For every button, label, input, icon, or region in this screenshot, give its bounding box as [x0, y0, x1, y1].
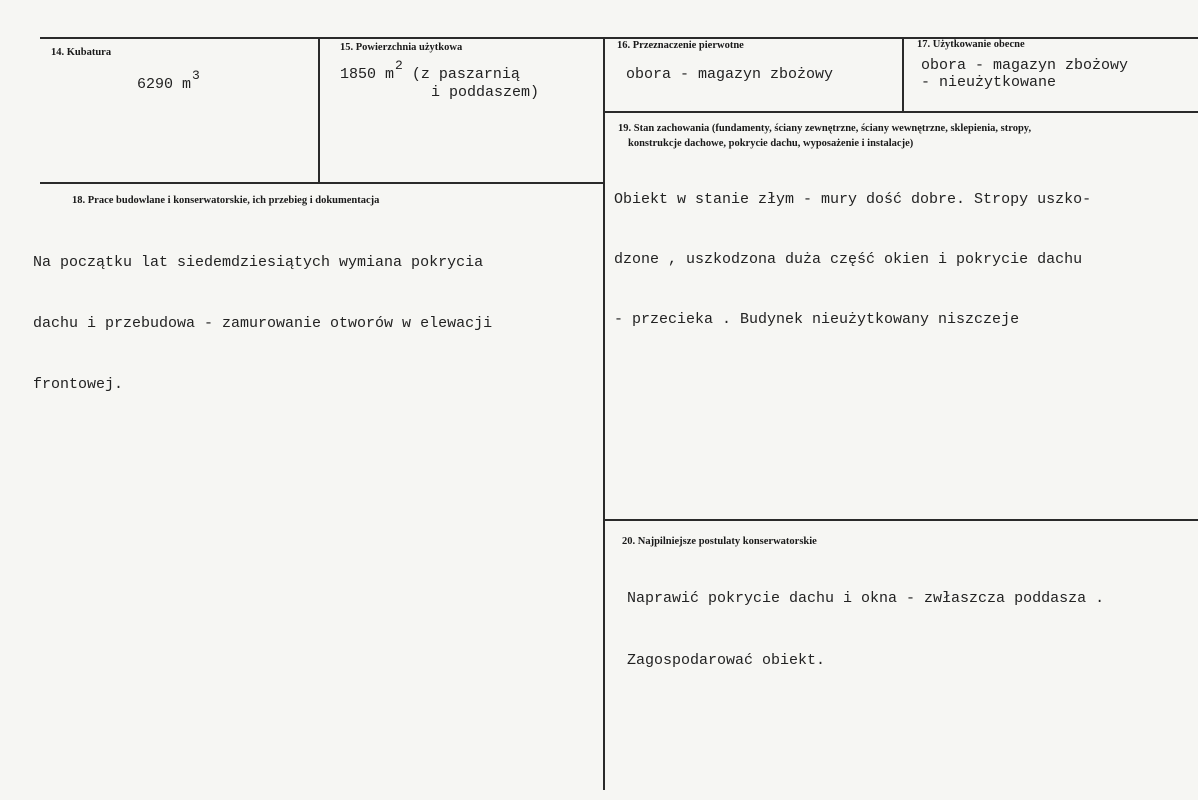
field-20-line: Naprawić pokrycie dachu i okna - zwłaszcza poddasza .: [627, 590, 1105, 607]
field-18-text: [33, 215, 492, 415]
field-17-value-line-1: obora - magazyn zbożowy: [921, 57, 1129, 74]
field-16-value: obora - magazyn zbożowy: [626, 66, 834, 83]
field-17-value-line-2: - nieużytkowane: [921, 74, 1057, 91]
row-divider-16-19: [603, 111, 1198, 113]
field-18-line: Na początku lat siedemdziesiątych wymiana pokrycia: [33, 254, 484, 271]
field-20-label: 20. Najpilniejsze postulaty konserwatorskie: [622, 536, 817, 547]
row-divider-14-18: [40, 182, 605, 184]
divider-15-16: [603, 37, 605, 790]
field-15-label: 15. Powierzchnia użytkowa: [340, 42, 463, 53]
field-15-note: i poddaszem): [431, 84, 540, 101]
field-19-line: Obiekt w stanie złym - mury dość dobre. Stropy uszko-: [614, 191, 1092, 208]
divider-16-17: [902, 37, 904, 112]
field-17-label: 17. Użytkowanie obecne: [917, 39, 1025, 50]
field-15-value: 1850 m2 (z paszarnią: [340, 58, 520, 83]
field-19-label-cont: konstrukcje dachowe, pokrycie dachu, wyposażenie i instalacje): [628, 138, 914, 149]
field-19-line: dzone , uszkodzona duża część okien i pokrycie dachu: [614, 251, 1083, 268]
field-14-value: 6290 m3: [137, 68, 200, 93]
field-18-label: 18. Prace budowlane i konserwatorskie, ich przebieg i dokumentacja: [72, 195, 380, 206]
field-14-label: 14. Kubatura: [51, 47, 112, 58]
row-divider-19-20: [603, 519, 1198, 521]
field-20-text: [627, 551, 1104, 692]
field-16-label: 16. Przeznaczenie pierwotne: [617, 40, 744, 51]
field-18-line: frontowej.: [33, 376, 124, 393]
field-20-line: Zagospodarować obiekt.: [627, 652, 826, 669]
field-19-label: 19. Stan zachowania (fundamenty, ściany zewnętrzne, ściany wewnętrzne, sklepienia, stropy,: [618, 123, 1032, 134]
field-18-line: dachu i przebudowa - zamurowanie otworów w elewacji: [33, 315, 493, 332]
field-19-line: - przecieka . Budynek nieużytkowany niszczeje: [614, 311, 1020, 328]
divider-14-15: [318, 37, 320, 183]
field-19-text: [614, 153, 1091, 350]
